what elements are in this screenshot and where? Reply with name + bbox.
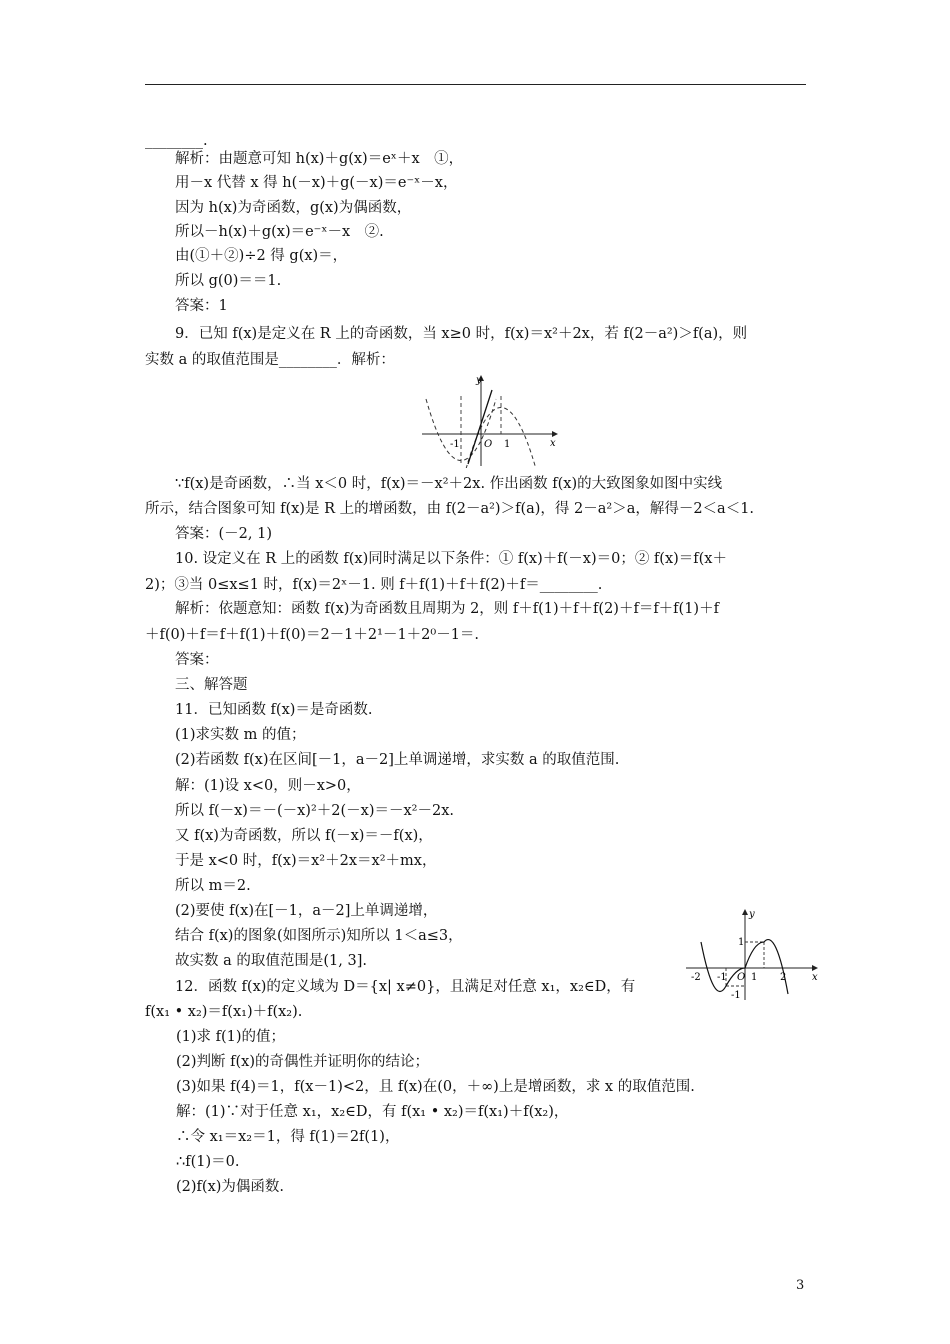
text-line: ∵f(x)是奇函数，∴当 x＜0 时，f(x)＝－x²＋2x. 作出函数 f(x)的大致图象如图中实线	[175, 476, 723, 492]
text-line: (2)判断 f(x)的奇偶性并证明你的结论；	[176, 1054, 430, 1070]
problem-12-line: 12．函数 f(x)的定义域为 D＝{x| x≠0}，且满足对任意 x₁，x₂∈D，有	[175, 979, 636, 995]
fig2-tick-x1: 1	[751, 972, 758, 983]
answer-line: 答案：(－2, 1)	[175, 526, 272, 542]
text-line: 于是 x<0 时，f(x)＝x²＋2x＝x²＋mx，	[175, 853, 437, 869]
problem-9-line: 9．已知 f(x)是定义在 R 上的奇函数，当 x≥0 时，f(x)＝x²＋2x，若 f(2－a²)＞f(a)，则	[175, 326, 748, 342]
text-line: (1)求实数 m 的值；	[175, 727, 306, 743]
fig2-tick-yneg1: -1	[731, 990, 741, 1001]
text-line: 又 f(x)为奇函数，所以 f(－x)＝－f(x)，	[175, 828, 433, 844]
fig1-tick-neg1: -1	[450, 439, 460, 450]
text-line: 由(①＋②)÷2 得 g(x)＝，	[175, 248, 348, 264]
text-line: 所示，结合图象可知 f(x)是 R 上的增函数，由 f(2－a²)＞f(a)，得 2－a²＞a，解得－2＜a＜1.	[145, 501, 755, 517]
fig2-y-label: y	[749, 909, 755, 920]
text-line: 所以 g(0)＝＝1.	[175, 273, 282, 289]
text-line: 解析：由题意可知 h(x)＋g(x)＝eˣ＋x ①，	[175, 151, 464, 167]
text-line: ＋f(0)＋f＝f＋f(1)＋f(0)＝2－1＋2¹－1＋2⁰－1＝.	[145, 627, 480, 643]
problem-10-line: 10. 设定义在 R 上的函数 f(x)同时满足以下条件：① f(x)＋f(－x)＝0；② f(x)＝f(x＋	[175, 551, 727, 567]
text-line: 结合 f(x)的图象(如图所示)知所以 1＜a≤3，	[175, 928, 463, 944]
answer-line: 答案：	[175, 652, 219, 668]
fig2-tick-x2: 2	[780, 972, 787, 983]
text-line: 解：(1)设 x<0，则－x>0，	[175, 778, 361, 794]
text-line: (2)若函数 f(x)在区间[－1，a－2]上单调递增，求实数 a 的取值范围.	[175, 752, 620, 768]
figure-odd-function-graph	[420, 372, 560, 468]
figure-piecewise-graph	[684, 906, 822, 1002]
section-heading: 三、解答题	[175, 677, 248, 693]
text-line: 用－x 代替 x 得 h(－x)＋g(－x)＝e⁻ˣ－x，	[175, 175, 458, 191]
answer-line: 答案：1	[175, 298, 228, 314]
problem-10-line: 2)；③当 0≤x≤1 时，f(x)＝2ˣ－1. 则 f＋f(1)＋f＋f(2)＋f＝________.	[145, 577, 603, 593]
fig1-origin-label: O	[484, 439, 493, 450]
fig2-origin-label: O	[737, 972, 746, 983]
text-line: 解：(1)∵对于任意 x₁，x₂∈D，有 f(x₁ • x₂)＝f(x₁)＋f(x₂)，	[176, 1104, 569, 1120]
text-line: (3)如果 f(4)＝1，f(x－1)<2，且 f(x)在(0，＋∞)上是增函数，求 x 的取值范围.	[176, 1079, 695, 1095]
text-line: 解析：依题意知：函数 f(x)为奇函数且周期为 2，则 f＋f(1)＋f＋f(2)＋f＝f＋f(1)＋f	[175, 601, 719, 617]
text-line: 所以－h(x)＋g(x)＝e⁻ˣ－x ②.	[175, 224, 384, 240]
problem-9-line: 实数 a 的取值范围是________．解析：	[145, 352, 395, 368]
text-line: 所以 f(－x)＝－(－x)²＋2(－x)＝－x²－2x.	[175, 803, 454, 819]
problem-12-line: f(x₁ • x₂)＝f(x₁)＋f(x₂).	[145, 1004, 303, 1020]
header-rule	[145, 84, 806, 85]
answer-blank: ________.	[145, 133, 208, 149]
text-line: 故实数 a 的取值范围是(1, 3].	[175, 953, 367, 969]
fig1-x-label: x	[550, 438, 556, 449]
fig2-tick-y1: 1	[738, 937, 745, 948]
fig1-tick-1: 1	[504, 439, 511, 450]
text-line: ∴令 x₁＝x₂＝1，得 f(1)＝2f(1)，	[176, 1129, 400, 1145]
problem-11-line: 11．已知函数 f(x)＝是奇函数.	[175, 702, 373, 718]
text-line: (2)要使 f(x)在[－1，a－2]上单调递增，	[175, 903, 438, 919]
text-line: 因为 h(x)为奇函数，g(x)为偶函数，	[175, 200, 412, 216]
fig2-x-label: x	[812, 972, 818, 983]
text-line: ∴f(1)＝0.	[176, 1154, 240, 1170]
fig2-tick-xneg1: -1	[717, 972, 727, 983]
fig2-tick-xneg2: -2	[691, 972, 701, 983]
page-number: 3	[796, 1278, 805, 1293]
fig1-y-label: y	[476, 375, 482, 386]
text-line: (2)f(x)为偶函数.	[176, 1179, 285, 1195]
text-line: 所以 m＝2.	[175, 878, 251, 894]
text-line: (1)求 f(1)的值；	[176, 1029, 286, 1045]
